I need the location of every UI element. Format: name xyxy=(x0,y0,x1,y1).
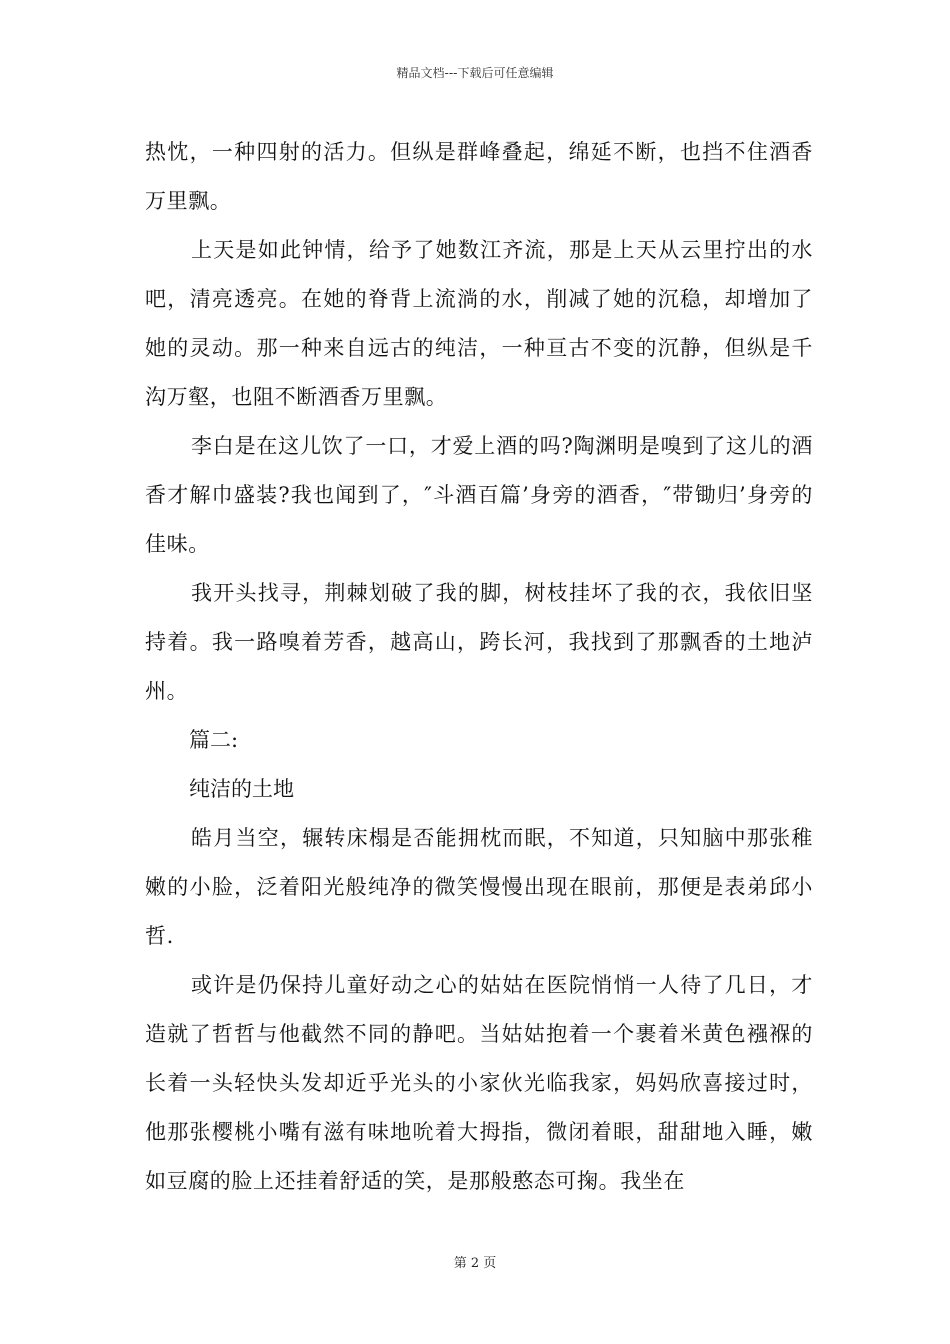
page-number: 第 2 页 xyxy=(453,1256,497,1271)
paragraph-baby: 或许是仍保持儿童好动之心的姑姑在医院悄悄一人待了几日，才造就了哲哲与他截然不同的静吧。当姑姑抱着一个裹着米黄色襁褓的长着一头轻快头发却近乎光头的小家伙光临我家，妈妈欣喜接过时，他那张樱桃小嘴有滋有味地吮着大拇指，微闭着眼，甜甜地入睡，嫩如豆腐的脸上还挂着舒适的笑，是那般憨态可掬。我坐在 xyxy=(145,973,813,1193)
page-header: 精品文档---下载后可任意编辑 xyxy=(396,66,554,80)
paragraph-river: 上天是如此钟情，给予了她数江齐流，那是上天从云里拧出的水吧，清亮透亮。在她的脊背上流淌的水，削减了她的沉稳，却增加了她的灵动。那一种来自远古的纯洁，一种亘古不变的沉静，但纵是千沟万壑，也阻不断酒香万里飘。 xyxy=(145,238,813,409)
section-label: 篇二: xyxy=(189,728,239,752)
paragraph-moon: 皓月当空，辗转床榻是否能拥枕而眠，不知道，只知脑中那张稚嫩的小脸，泛着阳光般纯净的微笑慢慢出现在眼前，那便是表弟邱小哲. xyxy=(145,826,813,948)
section-title: 纯洁的土地 xyxy=(189,777,294,801)
paragraph-search: 我开头找寻，荆棘划破了我的脚，树枝挂坏了我的衣，我依旧坚持着。我一路嗅着芳香，越高山，跨长河，我找到了那飘香的土地泸州。 xyxy=(145,581,813,703)
paragraph-poets: 李白是在这儿饮了一口，才爱上酒的吗?陶渊明是嗅到了这儿的酒香才解巾盛装?我也闻到了，″斗酒百篇’身旁的酒香，″带锄归’身旁的佳味。 xyxy=(145,434,813,556)
paragraph-continuation: 热忱，一种四射的活力。但纵是群峰叠起，绵延不断，也挡不住酒香万里飘。 xyxy=(145,140,813,213)
document-body xyxy=(145,128,813,1206)
